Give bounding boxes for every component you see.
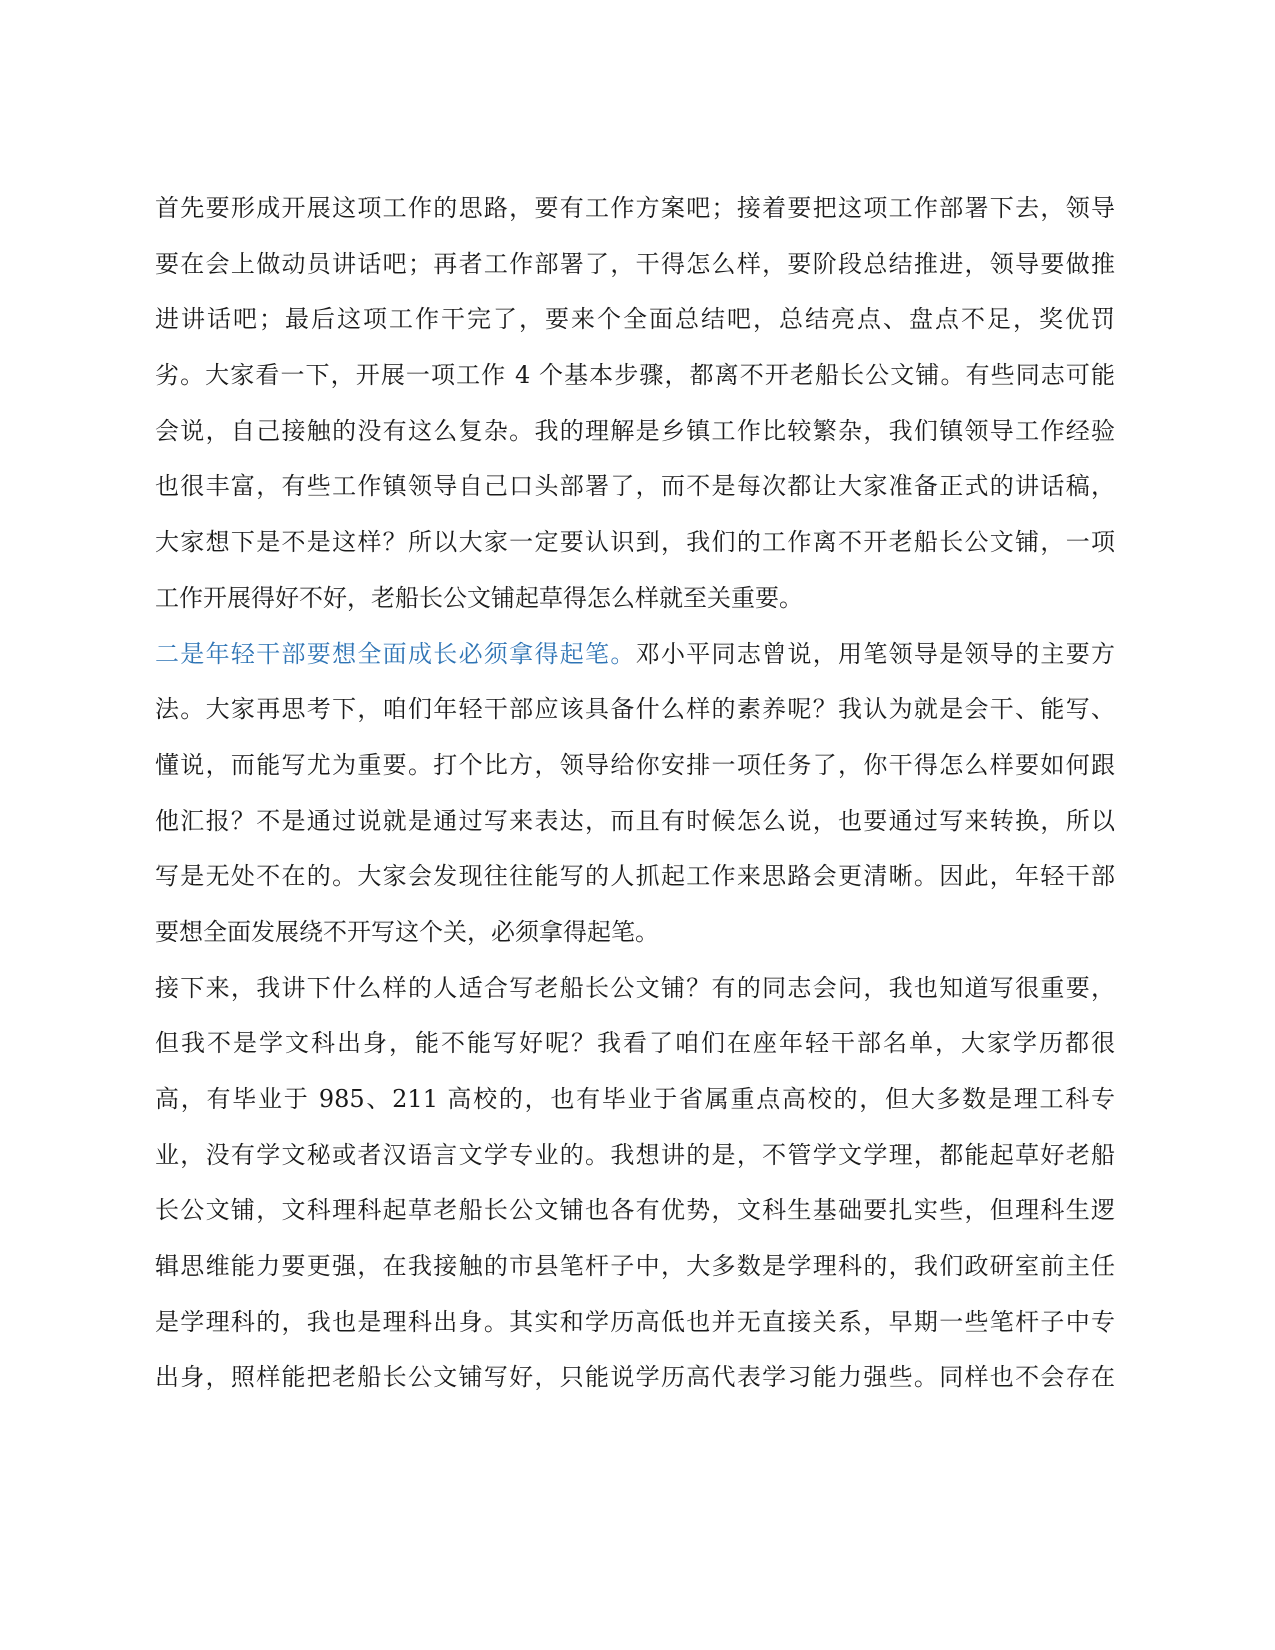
paragraph-who-suits-writing xyxy=(155,967,1115,1413)
text-line: 写是无处不在的。大家会发现往往能写的人抓起工作来思路会更清晰。因此，年轻干部 xyxy=(155,862,1115,891)
text-line: 出身，照样能把老船长公文铺写好，只能说学历高代表学习能力强些。同样也不会存在 xyxy=(155,1363,1115,1392)
paragraph-work-steps xyxy=(155,187,1115,633)
text-line: 是学理科的，我也是理科出身。其实和学历高低也并无直接关系，早期一些笔杆子中专 xyxy=(155,1307,1115,1336)
document-body xyxy=(155,187,1115,1412)
text-line: 要想全面发展绕不开写这个关，必须拿得起笔。 xyxy=(155,917,659,946)
text-line: 要在会上做动员讲话吧；再者工作部署了，干得怎么样，要阶段总结推进，领导要做推 xyxy=(155,249,1115,278)
text-line: 也很丰富，有些工作镇领导自己口头部署了，而不是每次都让大家准备正式的讲话稿， xyxy=(155,472,1115,501)
text-line: 工作开展得好不好，老船长公文铺起草得怎么样就至关重要。 xyxy=(155,583,803,612)
text-line: 业，没有学文秘或者汉语言文学专业的。我想讲的是，不管学文学理，都能起草好老船 xyxy=(155,1140,1115,1169)
text-line: 长公文铺，文科理科起草老船长公文铺也各有优势，文科生基础要扎实些，但理科生逻 xyxy=(155,1196,1115,1225)
text-line: 但我不是学文科出身，能不能写好呢？我看了咱们在座年轻干部名单，大家学历都很 xyxy=(155,1029,1115,1058)
text-line: 接下来，我讲下什么样的人适合写老船长公文铺？有的同志会问，我也知道写很重要， xyxy=(155,973,1115,1002)
text-line: 会说，自己接触的没有这么复杂。我的理解是乡镇工作比较繁杂，我们镇领导工作经验 xyxy=(155,416,1115,445)
text-line: 法。大家再思考下，咱们年轻干部应该具备什么样的素养呢？我认为就是会干、能写、 xyxy=(155,695,1115,724)
paragraph-young-cadres xyxy=(155,633,1115,967)
text-line: 进讲话吧；最后这项工作干完了，要来个全面总结吧，总结亮点、盘点不足，奖优罚 xyxy=(155,305,1115,334)
section-heading: 二是年轻干部要想全面成长必须拿得起笔。 xyxy=(155,639,636,668)
text-line: 劣。大家看一下，开展一项工作 4 个基本步骤，都离不开老船长公文铺。有些同志可能 xyxy=(155,361,1115,390)
text-line: 辑思维能力要更强，在我接触的市县笔杆子中，大多数是学理科的，我们政研室前主任 xyxy=(155,1252,1115,1281)
text-line: 首先要形成开展这项工作的思路，要有工作方案吧；接着要把这项工作部署下去，领导 xyxy=(155,194,1115,222)
text-line: 大家想下是不是这样？所以大家一定要认识到，我们的工作离不开老船长公文铺，一项 xyxy=(155,528,1115,557)
text-line: 懂说，而能写尤为重要。打个比方，领导给你安排一项任务了，你干得怎么样要如何跟 xyxy=(155,750,1115,779)
text-line-with-heading xyxy=(155,633,1115,689)
text-line: 他汇报？不是通过说就是通过写来表达，而且有时候怎么说，也要通过写来转换，所以 xyxy=(155,806,1115,835)
text-line: 高，有毕业于 985、211 高校的，也有毕业于省属重点高校的，但大多数是理工科专 xyxy=(155,1085,1115,1113)
text-line-rest: 邓小平同志曾说，用笔领导是领导的主要方 xyxy=(635,639,1116,668)
